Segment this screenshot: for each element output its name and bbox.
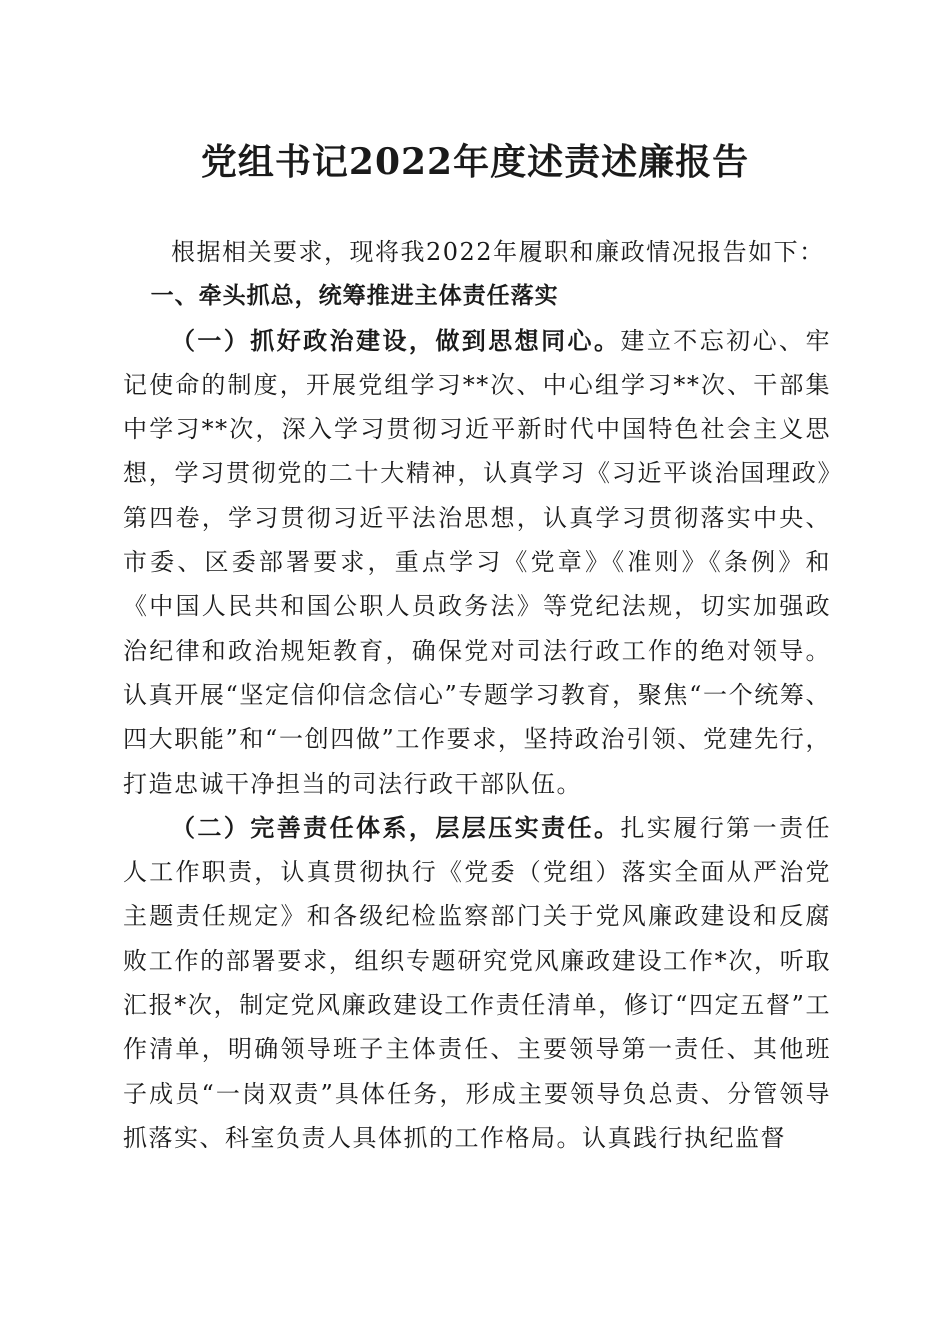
document-title: 党组书记2022年度述责述廉报告: [200, 141, 750, 183]
paragraph-1-lead: （一）抓好政治建设，做到思想同心。: [171, 325, 621, 355]
paragraph-1: [123, 319, 831, 806]
paragraph-2-lead: （二）完善责任体系，层层压实责任。: [171, 812, 621, 842]
intro-paragraph: 根据相关要求，现将我2022年履职和廉政情况报告如下：: [171, 238, 825, 266]
paragraph-2: [123, 806, 831, 1160]
document-body: [123, 230, 831, 1160]
section-1-heading: 一、牵头抓总，统筹推进主体责任落实: [150, 283, 559, 310]
paragraph-2-text: 扎实履行第一责任人工作职责，认真贯彻执行《党委（党组）落实全面从严治党主题责任规定》和各级纪检监察部门关于党风廉政建设和反腐败工作的部署要求，组织专题研究党风廉政建设工作*次，听取汇报*次，制定党风廉政建设工作责任清单，修订“四定五督”工作清单，明确领导班子主体责任、主要领导第一责任、其他班子成员“一岗双责”具体任务，形成主要领导负总责、分管领导抓落实、科室负责人具体抓的工作格局。认真践行执纪监督: [123, 813, 831, 1152]
paragraph-1-text: 建立不忘初心、牢记使命的制度，开展党组学习**次、中心组学习**次、干部集中学习**次，深入学习贯彻习近平新时代中国特色社会主义思想，学习贯彻党的二十大精神，认真学习《习近平谈治国理政》第四卷，学习贯彻习近平法治思想，认真学习贯彻落实中央、市委、区委部署要求，重点学习《党章》《准则》《条例》和《中国人民共和国公职人员政务法》等党纪法规，切实加强政治纪律和政治规矩教育，确保党对司法行政工作的绝对领导。认真开展“坚定信仰信念信心”专题学习教育，聚焦“一个统筹、四大职能”和“一创四做”工作要求，坚持政治引领、党建先行，打造忠诚干净担当的司法行政干部队伍。: [123, 326, 831, 798]
